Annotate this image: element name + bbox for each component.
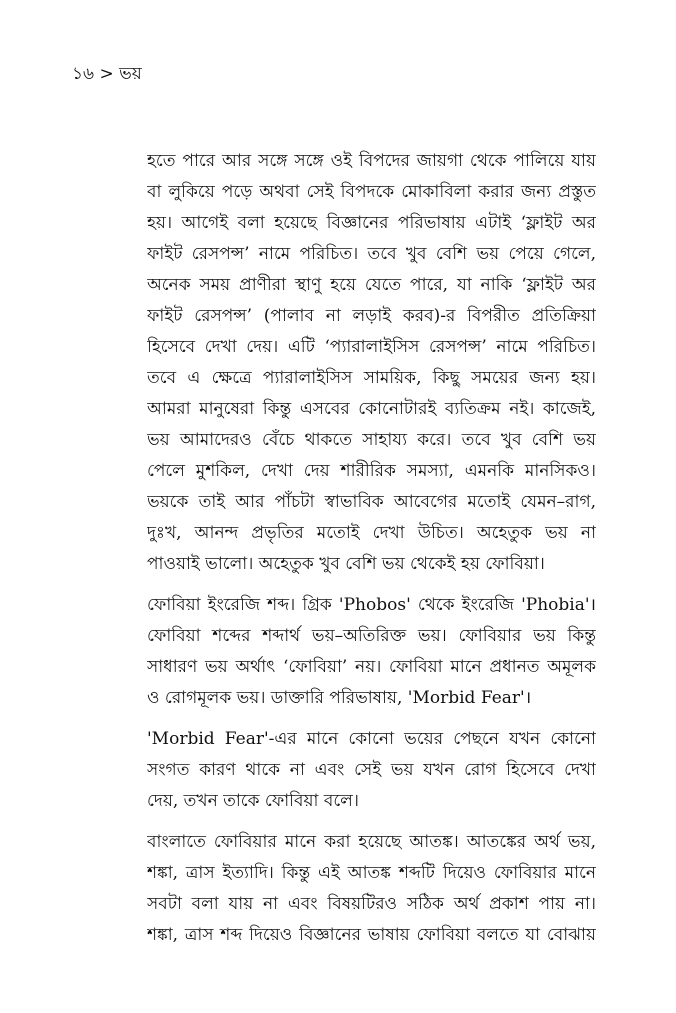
text-line: পেলে মুশকিল, দেখা দেয় শারীরিক সমস্যা, এমনকি মানসিকও। (147, 461, 596, 481)
text-line: শঙ্কা, ত্রাস শব্দ দিয়েও বিজ্ঞানের ভাষায় ফোবিয়া বলতে যা বোঝায় (147, 925, 596, 945)
text-line: সংগত কারণ থাকে না এবং সেই ভয় যখন রোগ হিসেবে দেখা (147, 760, 596, 780)
text-line: সবটা বলা যায় না এবং বিষয়টিরও সঠিক অর্থ প্রকাশ পায় না। (147, 894, 596, 914)
text-line: তবে এ ক্ষেত্রে প্যারালাইসিস সাময়িক, কিছু সময়ের জন্য হয়। (147, 368, 596, 388)
text-line: দেয়, তখন তাকে ফোবিয়া বলে। (147, 791, 359, 811)
text-line: হিসেবে দেখা দেয়। এটি ‘প্যারালাইসিস রেসপন্স’ নামে পরিচিত। (147, 337, 596, 357)
text-line: বা লুকিয়ে পড়ে অথবা সেই বিপদকে মোকাবিলা করার জন্য প্রস্তুত (147, 182, 596, 202)
text-line: অনেক সময় প্রাণীরা স্থাণু হয়ে যেতে পারে, যা নাকি ‘ফ্লাইট অর (147, 275, 596, 295)
text-line: ফাইট রেসপন্স’ নামে পরিচিত। তবে খুব বেশি ভয় পেয়ে গেলে, (147, 244, 596, 264)
text-line: ভয় আমাদেরও বেঁচে থাকতে সাহায্য করে। তবে খুব বেশি ভয় (147, 430, 596, 450)
body-text (147, 146, 596, 961)
running-header: ১৬ > ভয় (72, 64, 142, 84)
paragraph-3 (147, 724, 596, 817)
text-line: ফোবিয়া শব্দের শব্দার্থ ভয়–অতিরিক্ত ভয়। ফোবিয়ার ভয় কিন্তু (147, 626, 596, 646)
text-line: শঙ্কা, ত্রাস ইত্যাদি। কিন্তু এই আতঙ্ক শব্দটি দিয়েও ফোবিয়ার মানে (147, 863, 596, 883)
text-line: হয়। আগেই বলা হয়েছে বিজ্ঞানের পরিভাষায় এটাই ‘ফ্লাইট অর (147, 213, 596, 233)
text-line: বাংলাতে ফোবিয়ার মানে করা হয়েছে আতঙ্ক। আতঙ্কের অর্থ ভয়, (147, 832, 596, 852)
paragraph-4 (147, 827, 596, 951)
text-line: ফোবিয়া ইংরেজি শব্দ। গ্রিক 'Phobos' থেকে ইংরেজি 'Phobia'। (147, 595, 596, 615)
text-line: হতে পারে আর সঙ্গে সঙ্গে ওই বিপদের জায়গা থেকে পালিয়ে যায় (147, 151, 596, 171)
paragraph-1 (147, 146, 596, 580)
text-line: সাধারণ ভয় অর্থাৎ ‘ফোবিয়া’ নয়। ফোবিয়া মানে প্রধানত অমূলক (147, 657, 596, 677)
text-line: দুঃখ, আনন্দ প্রভৃতির মতোই দেখা উচিত। অহেতুক ভয় না (147, 523, 596, 543)
text-line: ফাইট রেসপন্স’ (পালাব না লড়াই করব)-র বিপরীত প্রতিক্রিয়া (147, 306, 596, 326)
text-line: আমরা মানুষেরা কিন্তু এসবের কোনোটারই ব্যতিক্রম নই। কাজেই, (147, 399, 596, 419)
paragraph-2 (147, 590, 596, 714)
text-line: ও রোগমূলক ভয়। ডাক্তারি পরিভাষায়, 'Morbid Fear'। (147, 688, 532, 708)
text-line: ভয়কে তাই আর পাঁচটা স্বাভাবিক আবেগের মতোই যেমন–রাগ, (147, 492, 596, 512)
text-line: পাওয়াই ভালো। অহেতুক খুব বেশি ভয় থেকেই হয় ফোবিয়া। (147, 554, 545, 574)
text-line: 'Morbid Fear'-এর মানে কোনো ভয়ের পেছনে যখন কোনো (147, 729, 596, 749)
